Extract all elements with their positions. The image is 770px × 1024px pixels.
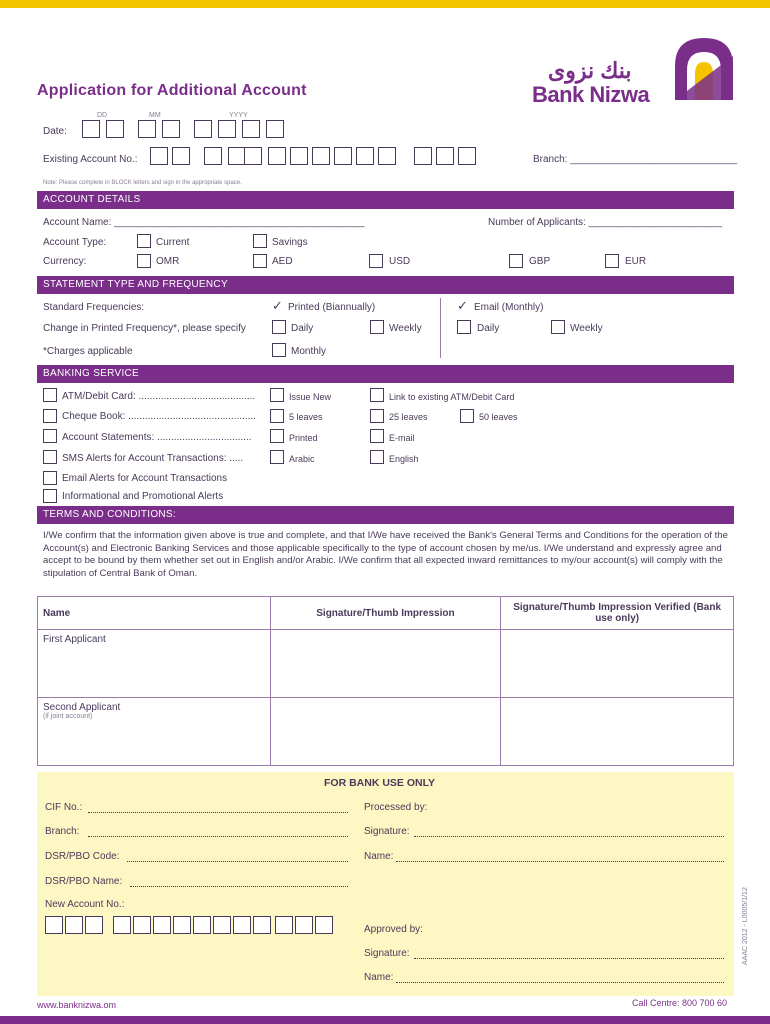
date-label: Date: bbox=[43, 126, 67, 137]
brand-name: Bank Nizwa bbox=[532, 82, 650, 107]
top-accent-bar bbox=[0, 0, 770, 8]
promo-alerts-checkbox[interactable] bbox=[43, 489, 57, 503]
bank-branch-label: Branch: bbox=[45, 826, 80, 837]
sms-english-checkbox[interactable] bbox=[370, 450, 384, 464]
terms-text: I/We confirm that the information given above is true and complete, and that I/We have received the Bank's General Terms and Conditions for the operation of the Account(s) and Electronic Banking Services and those applicable specifically to the type of account chosen by me/us. I/We understand and expressly agree and accept to be bound by them whether set out in English and/or Arabic. I/We confirm that all expected inward remittances to my/our account(s) will comply with the stipulation of Central Bank of Oman. bbox=[43, 530, 728, 579]
statements-label: Account Statements: .................................. bbox=[62, 432, 252, 443]
banking-service-heading: BANKING SERVICE bbox=[37, 365, 734, 383]
col-name-header: Name bbox=[38, 597, 271, 630]
col-verified-header: Signature/Thumb Impression Verified (Bank use only) bbox=[501, 597, 734, 630]
gbp-checkbox[interactable] bbox=[509, 254, 523, 268]
change-frequency-label: Change in Printed Frequency*, please specify bbox=[43, 323, 246, 334]
first-verified-cell[interactable] bbox=[501, 630, 734, 698]
printed-weekly-checkbox[interactable] bbox=[370, 320, 384, 334]
form-code: AAAC 2012 - L0005/1/12 bbox=[742, 887, 749, 965]
standard-frequencies-label: Standard Frequencies: bbox=[43, 302, 145, 313]
promo-alerts-label: Informational and Promotional Alerts bbox=[62, 491, 224, 502]
leaves50-checkbox[interactable] bbox=[460, 409, 474, 423]
account-name-field[interactable]: Account Name: _____________________________________________ bbox=[43, 217, 365, 228]
date-box[interactable] bbox=[162, 120, 180, 138]
issue-new-checkbox[interactable] bbox=[270, 388, 284, 402]
signature-table bbox=[37, 596, 734, 766]
website-link[interactable]: www.banknizwa.om bbox=[37, 1000, 117, 1010]
email-weekly-checkbox[interactable] bbox=[551, 320, 565, 334]
statements-printed-checkbox[interactable] bbox=[270, 429, 284, 443]
dsr-name-label: DSR/PBO Name: bbox=[45, 876, 123, 887]
aed-checkbox[interactable] bbox=[253, 254, 267, 268]
approved-by-label: Approved by: bbox=[364, 924, 423, 935]
terms-heading: TERMS AND CONDITIONS: bbox=[37, 506, 734, 524]
email-weekly-label: Weekly bbox=[570, 323, 603, 334]
date-box[interactable] bbox=[266, 120, 284, 138]
account-details-heading: ACCOUNT DETAILS bbox=[37, 191, 734, 209]
page-title: Application for Additional Account bbox=[37, 82, 307, 99]
email-check-icon[interactable]: ✓ bbox=[457, 298, 468, 313]
atm-label: ATM/Debit Card: .......................................... bbox=[62, 391, 256, 402]
link-existing-checkbox[interactable] bbox=[370, 388, 384, 402]
printed-daily-label: Daily bbox=[291, 323, 314, 334]
first-signature-cell[interactable] bbox=[270, 630, 501, 698]
call-centre: Call Centre: 800 700 60 bbox=[632, 998, 728, 1008]
dsr-name-line[interactable] bbox=[130, 886, 348, 887]
printed-biannually-label: Printed (Biannually) bbox=[288, 302, 376, 313]
leaves50-label: 50 leaves bbox=[479, 412, 518, 422]
approved-name-line[interactable] bbox=[396, 982, 724, 983]
email-daily-checkbox[interactable] bbox=[457, 320, 471, 334]
second-applicant-label: Second Applicant bbox=[43, 702, 121, 713]
sms-checkbox[interactable] bbox=[43, 450, 57, 464]
second-applicant-cell bbox=[38, 698, 271, 766]
issue-new-label: Issue New bbox=[289, 392, 332, 402]
gbp-label: GBP bbox=[529, 256, 551, 267]
email-alerts-checkbox[interactable] bbox=[43, 471, 57, 485]
printed-monthly-label: Monthly bbox=[291, 346, 327, 357]
account-type-label: Account Type: bbox=[43, 237, 107, 248]
atm-checkbox[interactable] bbox=[43, 388, 57, 402]
brand-arabic: بنك نزوى bbox=[548, 58, 632, 83]
dsr-code-line[interactable] bbox=[127, 861, 348, 862]
processed-signature-line[interactable] bbox=[414, 836, 724, 837]
aed-label: AED bbox=[272, 256, 293, 267]
leaves5-label: 5 leaves bbox=[289, 412, 323, 422]
approved-name-label: Name: bbox=[364, 972, 394, 983]
sms-label: SMS Alerts for Account Transactions: ..... bbox=[62, 453, 244, 464]
current-label: Current bbox=[156, 237, 190, 248]
email-alerts-label: Email Alerts for Account Transactions bbox=[62, 473, 228, 484]
processed-name-line[interactable] bbox=[396, 861, 724, 862]
first-applicant-cell bbox=[38, 630, 271, 698]
sms-arabic-checkbox[interactable] bbox=[270, 450, 284, 464]
approved-signature-line[interactable] bbox=[414, 958, 724, 959]
processed-name-label: Name: bbox=[364, 851, 394, 862]
charges-note: *Charges applicable bbox=[43, 346, 133, 357]
cif-label: CIF No.: bbox=[45, 802, 83, 813]
date-box[interactable] bbox=[242, 120, 260, 138]
col-signature-header: Signature/Thumb Impression bbox=[270, 597, 501, 630]
cheque-label: Cheque Book: .............................................. bbox=[62, 411, 256, 422]
sms-english-label: English bbox=[389, 454, 419, 464]
leaves25-label: 25 leaves bbox=[389, 412, 428, 422]
printed-check-icon[interactable]: ✓ bbox=[272, 298, 283, 313]
num-applicants-field[interactable]: Number of Applicants: ________________________ bbox=[488, 217, 723, 228]
second-signature-cell[interactable] bbox=[270, 698, 501, 766]
date-yyyy-hint: YYYY bbox=[229, 112, 248, 119]
date-mm-hint: MM bbox=[149, 112, 161, 119]
joint-account-note: (if joint account) bbox=[43, 713, 93, 720]
leaves25-checkbox[interactable] bbox=[370, 409, 384, 423]
statements-email-checkbox[interactable] bbox=[370, 429, 384, 443]
processed-by-label: Processed by: bbox=[364, 802, 428, 813]
note-text: Note: Please complete in BLOCK letters and sign in the appropriate space. bbox=[43, 180, 242, 186]
usd-checkbox[interactable] bbox=[369, 254, 383, 268]
leaves5-checkbox[interactable] bbox=[270, 409, 284, 423]
statements-checkbox[interactable] bbox=[43, 429, 57, 443]
date-dd-hint: DD bbox=[97, 112, 108, 119]
existing-account-label: Existing Account No.: bbox=[43, 154, 138, 165]
dsr-code-label: DSR/PBO Code: bbox=[45, 851, 120, 862]
bank-branch-line[interactable] bbox=[88, 836, 348, 837]
statements-email-label: E-mail bbox=[389, 433, 415, 443]
processed-signature-label: Signature: bbox=[364, 826, 410, 837]
statement-divider bbox=[440, 298, 441, 358]
omr-label: OMR bbox=[156, 256, 180, 267]
bank-logo-icon bbox=[673, 36, 735, 102]
current-checkbox[interactable] bbox=[137, 234, 151, 248]
printed-daily-checkbox[interactable] bbox=[272, 320, 286, 334]
date-box[interactable] bbox=[138, 120, 156, 138]
currency-label: Currency: bbox=[43, 256, 87, 267]
bank-use-heading: FOR BANK USE ONLY bbox=[324, 777, 436, 789]
eur-checkbox[interactable] bbox=[605, 254, 619, 268]
date-box[interactable] bbox=[194, 120, 212, 138]
date-box[interactable] bbox=[218, 120, 236, 138]
printed-weekly-label: Weekly bbox=[389, 323, 422, 334]
bottom-accent-bar bbox=[0, 1016, 770, 1024]
omr-checkbox[interactable] bbox=[137, 254, 151, 268]
usd-label: USD bbox=[389, 256, 411, 267]
printed-monthly-checkbox[interactable] bbox=[272, 343, 286, 357]
email-monthly-label: Email (Monthly) bbox=[474, 302, 544, 313]
second-verified-cell[interactable] bbox=[501, 698, 734, 766]
savings-label: Savings bbox=[272, 237, 308, 248]
cif-line[interactable] bbox=[88, 812, 348, 813]
email-daily-label: Daily bbox=[477, 323, 500, 334]
cheque-checkbox[interactable] bbox=[43, 409, 57, 423]
new-account-label: New Account No.: bbox=[45, 899, 125, 910]
date-box[interactable] bbox=[82, 120, 100, 138]
statements-printed-label: Printed bbox=[289, 433, 318, 443]
savings-checkbox[interactable] bbox=[253, 234, 267, 248]
approved-signature-label: Signature: bbox=[364, 948, 410, 959]
eur-label: EUR bbox=[625, 256, 647, 267]
branch-field[interactable]: Branch: ______________________________ bbox=[533, 154, 738, 165]
sms-arabic-label: Arabic bbox=[289, 454, 315, 464]
first-applicant-label: First Applicant bbox=[43, 634, 106, 645]
link-existing-label: Link to existing ATM/Debit Card bbox=[389, 392, 515, 402]
statement-heading: STATEMENT TYPE AND FREQUENCY bbox=[37, 276, 734, 294]
date-box[interactable] bbox=[106, 120, 124, 138]
